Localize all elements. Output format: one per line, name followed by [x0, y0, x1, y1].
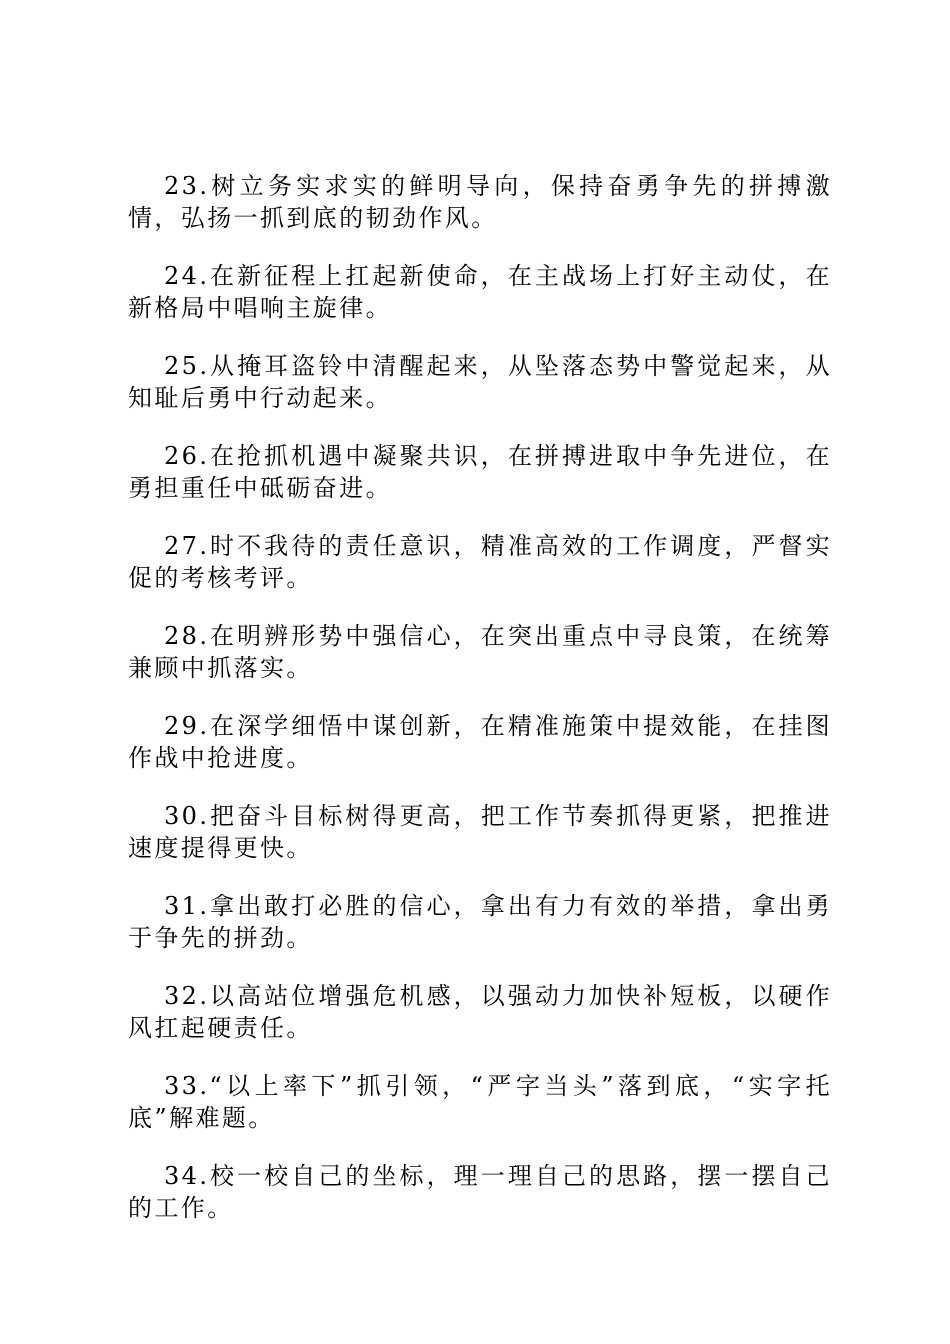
paragraph-31: 31.拿出敢打必胜的信心，拿出有力有效的举措，拿出勇于争先的拼劲。: [128, 892, 832, 952]
paragraph-28: 28.在明辨形势中强信心，在突出重点中寻良策，在统筹兼顾中抓落实。: [128, 622, 832, 682]
paragraph-33: 33.“以上率下”抓引领，“严字当头”落到底，“实字托底”解难题。: [128, 1072, 832, 1132]
paragraph-25: 25.从掩耳盗铃中清醒起来，从坠落态势中警觉起来，从知耻后勇中行动起来。: [128, 352, 832, 412]
paragraph-27: 27.时不我待的责任意识，精准高效的工作调度，严督实促的考核考评。: [128, 532, 832, 592]
paragraph-26: 26.在抢抓机遇中凝聚共识，在拼搏进取中争先进位，在勇担重任中砥砺奋进。: [128, 442, 832, 502]
paragraph-32: 32.以高站位增强危机感，以强动力加快补短板，以硬作风扛起硬责任。: [128, 982, 832, 1042]
paragraph-34: 34.校一校自己的坐标，理一理自己的思路，摆一摆自己的工作。: [128, 1162, 832, 1222]
paragraph-23: 23.树立务实求实的鲜明导向，保持奋勇争先的拼搏激情，弘扬一抓到底的韧劲作风。: [128, 172, 832, 232]
paragraph-24: 24.在新征程上扛起新使命，在主战场上打好主动仗，在新格局中唱响主旋律。: [128, 262, 832, 322]
paragraph-30: 30.把奋斗目标树得更高，把工作节奏抓得更紧，把推进速度提得更快。: [128, 802, 832, 862]
paragraph-29: 29.在深学细悟中谋创新，在精准施策中提效能，在挂图作战中抢进度。: [128, 712, 832, 772]
document-body: [128, 170, 832, 1250]
